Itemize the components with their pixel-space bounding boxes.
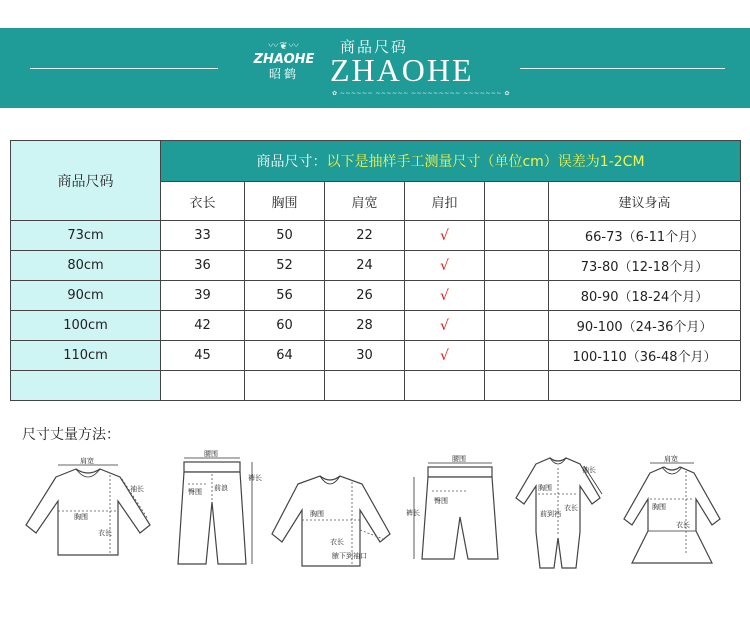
row-size: 90cm <box>11 281 161 311</box>
cell-blank <box>485 281 549 311</box>
col-header-chest: 胸围 <box>245 182 325 221</box>
cell-height <box>549 371 741 401</box>
table-title-highlight: 以下是抽样手工测量尺寸（单位cm）误差为1-2CM <box>326 154 645 170</box>
cell-shoulder: 24 <box>325 251 405 281</box>
table-corner-label: 商品尺码 <box>11 141 161 221</box>
shorts-waist-label: 腰围 <box>452 455 466 463</box>
shirt-chest-label: 胸围 <box>74 513 88 521</box>
cell-length: 33 <box>161 221 245 251</box>
cell-chest: 52 <box>245 251 325 281</box>
row-size: 110cm <box>11 341 161 371</box>
cell-length: 39 <box>161 281 245 311</box>
logo-flourish: 〰❦〰 <box>268 41 300 52</box>
cell-chest <box>245 371 325 401</box>
cell-height: 80-90（18-24个月） <box>549 281 741 311</box>
logo-latin: ZHAOHE <box>253 52 315 67</box>
col-header-length: 衣长 <box>161 182 245 221</box>
col-header-height: 建议身高 <box>549 182 741 221</box>
pants-hip-label: 臀围 <box>188 488 202 496</box>
row-size: 80cm <box>11 251 161 281</box>
logo-cn: 昭鹤 <box>268 67 299 81</box>
raglan-diagram <box>268 468 398 573</box>
cell-length <box>161 371 245 401</box>
row-size <box>11 371 161 401</box>
banner-rule-right <box>520 68 725 69</box>
pants-rise-label: 前浪 <box>214 484 228 492</box>
banner-tagline-decoration: ✿ ~~~~~~ ~~~~~~ ~~~~~~~~~ ~~~~~~~ ✿ <box>332 90 510 97</box>
shorts-length-label: 裤长 <box>406 509 420 517</box>
size-table <box>10 140 741 401</box>
shirt-diagram <box>18 455 158 570</box>
measurement-diagrams <box>0 450 750 620</box>
cell-height: 73-80（12-18个月） <box>549 251 741 281</box>
shorts-diagram <box>408 455 508 575</box>
romper-length-label: 衣长 <box>564 504 578 512</box>
romper-chest-label: 胸围 <box>538 484 552 492</box>
shorts-hip-label: 臀围 <box>434 497 448 505</box>
cell-shoulder: 30 <box>325 341 405 371</box>
cell-length: 42 <box>161 311 245 341</box>
pants-waist-label: 腰围 <box>204 450 218 458</box>
raglan-hem-label: 腋下到袖口 <box>332 552 367 560</box>
cell-chest: 50 <box>245 221 325 251</box>
cell-height: 66-73（6-11个月） <box>549 221 741 251</box>
cell-blank <box>485 371 549 401</box>
cell-check: √ <box>405 251 485 281</box>
pants-diagram <box>172 450 262 575</box>
banner-title-cn: 商品尺码 <box>340 38 409 56</box>
table-row <box>11 251 741 281</box>
romper-sleeve-label: 袖长 <box>582 466 596 474</box>
table-row <box>11 281 741 311</box>
cell-blank <box>485 341 549 371</box>
header-banner <box>0 28 750 108</box>
col-header-blank <box>485 182 549 221</box>
pants-length-label: 裤长 <box>248 474 262 482</box>
col-header-shoulder: 肩宽 <box>325 182 405 221</box>
cell-blank <box>485 311 549 341</box>
cell-check: √ <box>405 311 485 341</box>
shirt-length-label: 衣长 <box>98 529 112 537</box>
cell-blank <box>485 251 549 281</box>
dress-diagram <box>612 455 732 575</box>
col-header-shoulder-button: 肩扣 <box>405 182 485 221</box>
cell-chest: 64 <box>245 341 325 371</box>
table-row <box>11 311 741 341</box>
measurement-method-label: 尺寸丈量方法： <box>22 427 120 443</box>
cell-chest: 56 <box>245 281 325 311</box>
cell-check: √ <box>405 281 485 311</box>
cell-length: 45 <box>161 341 245 371</box>
table-title-prefix: 商品尺寸： <box>256 154 327 170</box>
shirt-sleeve-label: 袖长 <box>130 485 144 493</box>
romper-crotch-label: 前到裆 <box>540 510 561 518</box>
shirt-shoulder-label: 肩宽 <box>80 457 94 465</box>
cell-check: √ <box>405 341 485 371</box>
cell-shoulder <box>325 371 405 401</box>
row-size: 73cm <box>11 221 161 251</box>
cell-check <box>405 371 485 401</box>
cell-shoulder: 26 <box>325 281 405 311</box>
romper-diagram <box>514 450 604 575</box>
dress-length-label: 衣长 <box>676 521 690 529</box>
cell-shoulder: 28 <box>325 311 405 341</box>
table-row <box>11 341 741 371</box>
table-row <box>11 371 741 401</box>
dress-shoulder-label: 肩宽 <box>664 455 678 463</box>
cell-check: √ <box>405 221 485 251</box>
cell-height: 100-110（36-48个月） <box>549 341 741 371</box>
cell-length: 36 <box>161 251 245 281</box>
brand-logo <box>240 42 328 92</box>
raglan-chest-label: 胸围 <box>310 510 324 518</box>
banner-rule-left <box>30 68 218 69</box>
cell-chest: 60 <box>245 311 325 341</box>
raglan-length-label: 衣长 <box>330 538 344 546</box>
cell-shoulder: 22 <box>325 221 405 251</box>
dress-chest-label: 胸围 <box>652 503 666 511</box>
table-row <box>11 221 741 251</box>
cell-blank <box>485 221 549 251</box>
row-size: 100cm <box>11 311 161 341</box>
table-title <box>161 141 741 182</box>
banner-title-en: ZHAOHE <box>330 52 474 88</box>
cell-height: 90-100（24-36个月） <box>549 311 741 341</box>
